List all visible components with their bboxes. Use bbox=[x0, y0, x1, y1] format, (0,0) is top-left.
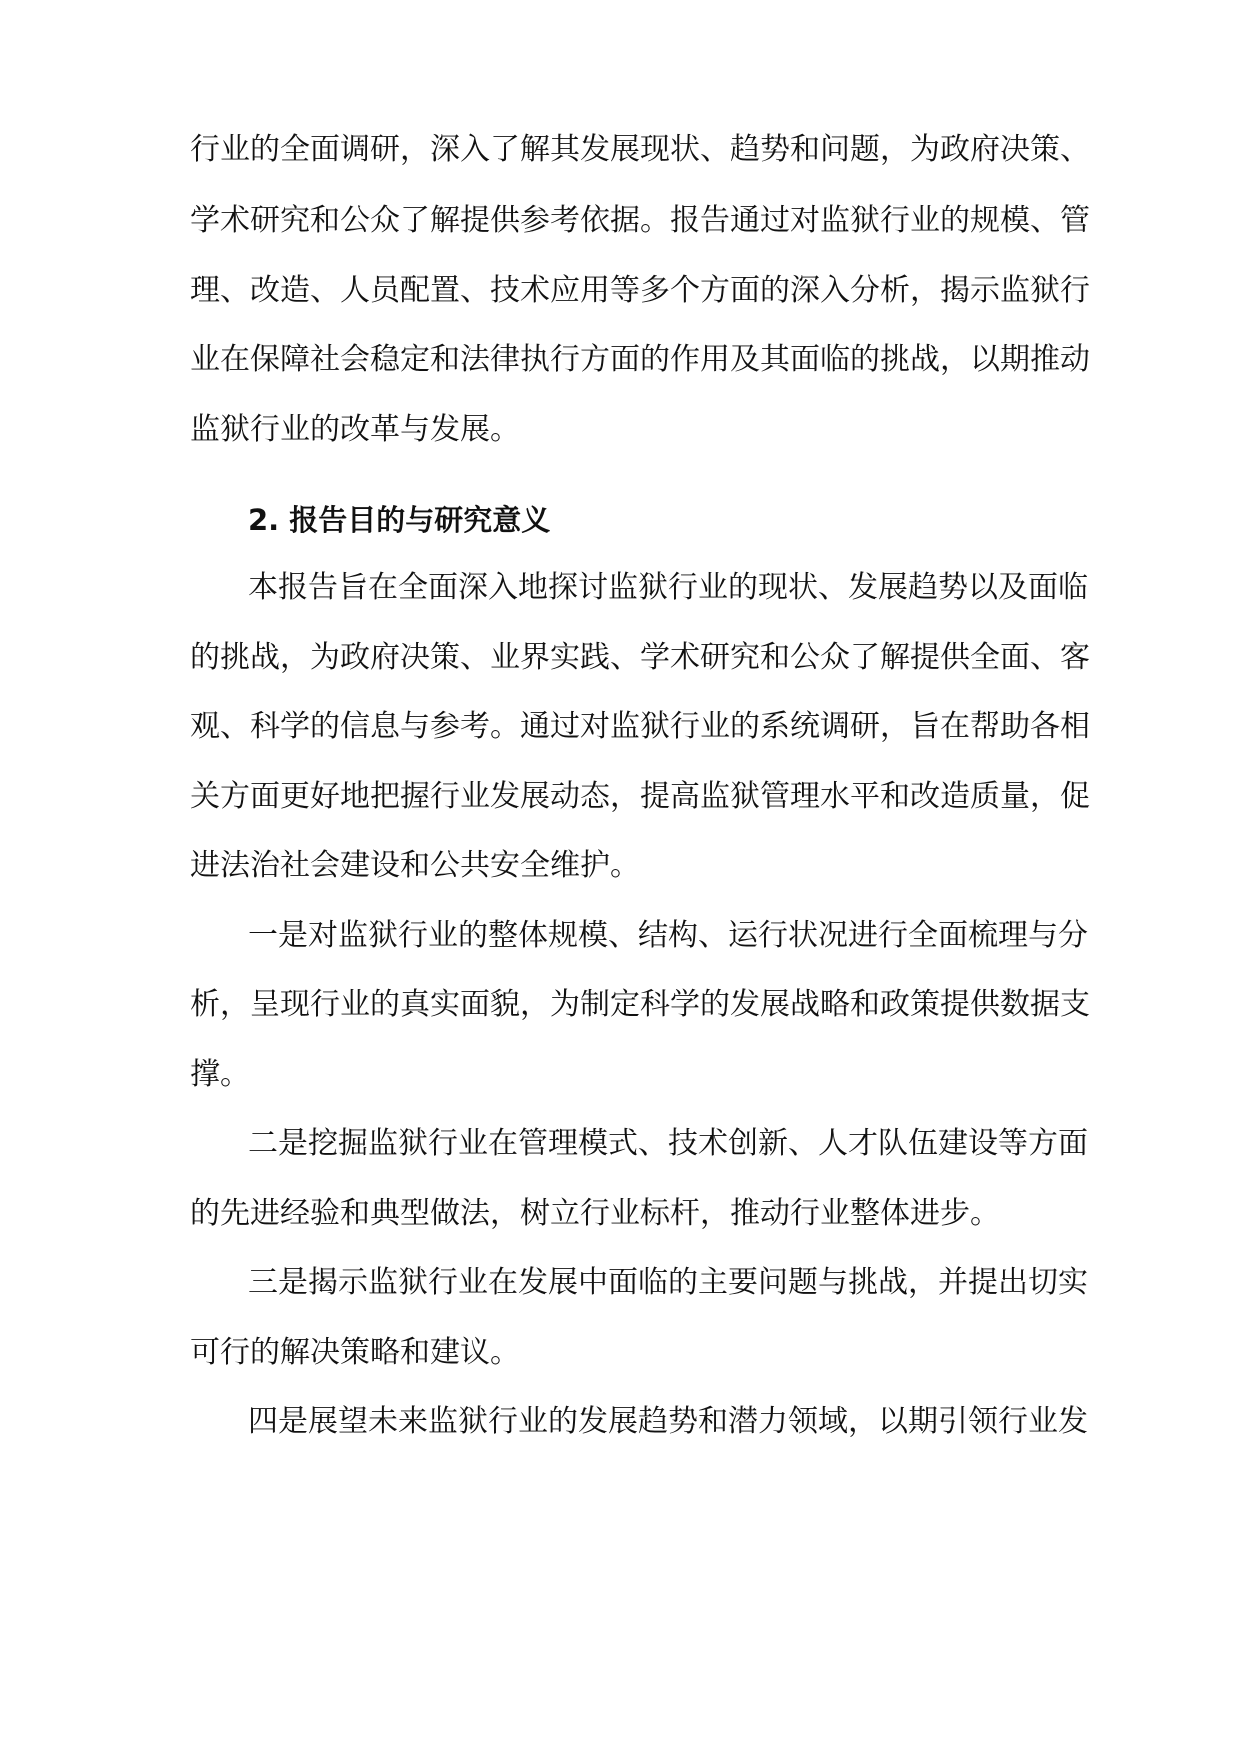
paragraph-3-line-1: 一是对监狱行业的整体规模、结构、运行状况进行全面梳理与分 bbox=[248, 918, 1088, 953]
paragraph-6-line-1: 四是展望未来监狱行业的发展趋势和潜力领域，以期引领行业发 bbox=[248, 1404, 1088, 1439]
paragraph-5-line-1: 三是揭示监狱行业在发展中面临的主要问题与挑战，并提出切实 bbox=[248, 1265, 1088, 1300]
paragraph-1-line-3: 理、改造、人员配置、技术应用等多个方面的深入分析，揭示监狱行 bbox=[190, 273, 1090, 308]
paragraph-2-line-3: 观、科学的信息与参考。通过对监狱行业的系统调研，旨在帮助各相 bbox=[190, 709, 1090, 744]
section-heading: 2. 报告目的与研究意义 bbox=[248, 503, 551, 537]
paragraph-1-line-1: 行业的全面调研，深入了解其发展现状、趋势和问题，为政府决策、 bbox=[190, 132, 1090, 167]
paragraph-2-line-5: 进法治社会建设和公共安全维护。 bbox=[190, 848, 640, 883]
paragraph-3-line-3: 撑。 bbox=[190, 1057, 250, 1092]
paragraph-5-line-2: 可行的解决策略和建议。 bbox=[190, 1335, 520, 1370]
paragraph-4-line-1: 二是挖掘监狱行业在管理模式、技术创新、人才队伍建设等方面 bbox=[248, 1126, 1088, 1161]
paragraph-2-line-2: 的挑战，为政府决策、业界实践、学术研究和公众了解提供全面、客 bbox=[190, 640, 1090, 675]
paragraph-2-line-1: 本报告旨在全面深入地探讨监狱行业的现状、发展趋势以及面临 bbox=[248, 570, 1088, 605]
paragraph-4-line-2: 的先进经验和典型做法，树立行业标杆，推动行业整体进步。 bbox=[190, 1196, 1000, 1231]
paragraph-1-line-5: 监狱行业的改革与发展。 bbox=[190, 412, 520, 447]
paragraph-1-line-2: 学术研究和公众了解提供参考依据。报告通过对监狱行业的规模、管 bbox=[190, 203, 1090, 238]
paragraph-2-line-4: 关方面更好地把握行业发展动态，提高监狱管理水平和改造质量，促 bbox=[190, 779, 1090, 814]
paragraph-1-line-4: 业在保障社会稳定和法律执行方面的作用及其面临的挑战，以期推动 bbox=[190, 342, 1090, 377]
paragraph-3-line-2: 析，呈现行业的真实面貌，为制定科学的发展战略和政策提供数据支 bbox=[190, 987, 1090, 1022]
